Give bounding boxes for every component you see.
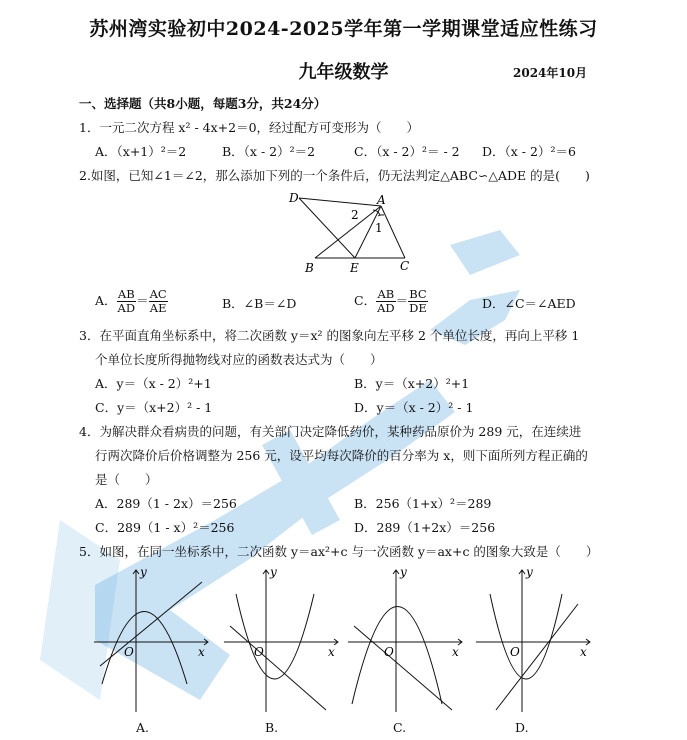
label-angle-2: 2	[351, 208, 359, 222]
label-c: C	[400, 259, 410, 273]
line-a	[100, 582, 202, 666]
q2-option-a	[95, 288, 168, 315]
q5-graph-d-label: D.	[515, 720, 529, 735]
label-angle-1: 1	[375, 221, 383, 235]
label-a: A	[377, 193, 386, 207]
q5-graph-a	[92, 564, 216, 714]
equals-sign-c: ＝	[395, 293, 409, 308]
q4-option-b: B．256（1+x）²＝289	[354, 496, 492, 511]
q3-option-a: A．y＝（x - 2）²+1	[95, 376, 212, 391]
q5-graph-b-label: B.	[265, 720, 279, 735]
q5-graph-c	[346, 564, 470, 714]
q3-option-b: B．y＝（x+2）²+1	[354, 376, 470, 391]
label-b: B	[305, 261, 314, 275]
line-c	[354, 626, 452, 710]
q4-line-1: 4．为解决群众看病贵的问题，有关部门决定降低药价，某种药品原价为 289 元，在连续进	[79, 424, 582, 439]
x-axis-label-b: x	[328, 645, 335, 659]
q5-graph-a-label: A.	[136, 720, 150, 735]
y-axis-label-c: y	[400, 565, 407, 579]
origin-label-a: O	[124, 645, 134, 659]
q4-option-a: A．289（1 - 2x）＝256	[95, 496, 237, 511]
q1-option-a: A．（x+1）²＝2	[95, 144, 187, 159]
q2-triangle-figure	[285, 188, 425, 276]
label-d: D	[289, 191, 299, 205]
page-title: 苏州湾实验初中2024-2025学年第一学期课堂适应性练习	[89, 18, 598, 40]
q3-option-c: C．y＝（x+2）² - 1	[95, 400, 213, 415]
label-e: E	[350, 261, 359, 275]
q2-option-c	[354, 288, 428, 315]
line-b	[230, 626, 326, 710]
q1-option-b: B．（x - 2）²＝2	[222, 144, 316, 159]
q2-stem: 2.如图，已知∠1＝∠2，那么添加下列的一个条件后，仍无法判定△ABC∽△ADE 的是( )	[79, 168, 590, 183]
origin-label-c: O	[384, 645, 394, 659]
y-axis-label-b: y	[270, 565, 277, 579]
q3-option-d: D．y＝（x - 2）² - 1	[354, 400, 474, 415]
q5-graph-b	[222, 564, 346, 714]
line-ac	[381, 206, 405, 258]
y-axis-label-d: y	[526, 565, 533, 579]
section-heading: 一、选择题（共8小题，每题3分，共24分）	[79, 96, 327, 111]
q5-stem: 5．如图，在同一坐标系中，二次函数 y＝ax²+c 与一次函数 y＝ax+c 的图象大致是（ ）	[79, 544, 599, 559]
q5-graph-d	[474, 564, 598, 714]
q3-line-2: 个单位长度所得抛物线对应的函数表达式为（ ）	[95, 352, 383, 367]
q2-option-b: B．∠B＝∠D	[222, 296, 297, 311]
q5-graph-c-label: C.	[393, 720, 407, 735]
fraction-ab-ad-c: $\frac{AB}{AD}$	[377, 287, 395, 315]
q2-option-d: D．∠C＝∠AED	[482, 296, 576, 311]
x-axis-label-c: x	[452, 645, 459, 659]
parabola-d	[490, 594, 562, 679]
q4-option-c: C．289（1 - x）²＝256	[95, 520, 235, 535]
q1-stem: 1．一元二次方程 x² - 4x+2＝0，经过配方可变形为（ ）	[79, 120, 420, 135]
y-axis-label-a: y	[140, 565, 147, 579]
q2-option-c-prefix: C．	[354, 293, 377, 308]
origin-label-d: O	[510, 645, 520, 659]
q4-line-2: 行两次降价后价格调整为 256 元，设平均每次降价的百分率为 x，则下面所列方程正确的	[95, 448, 588, 463]
fraction-ac-ae: $\frac{AC}{AE}$	[149, 287, 167, 315]
parabola-a	[102, 612, 187, 685]
exam-date: 2024年10月	[513, 66, 588, 80]
equals-sign: ＝	[136, 293, 149, 308]
parabola-b	[236, 594, 314, 679]
line-d	[496, 604, 578, 710]
q1-option-c: C．（x - 2）²＝ - 2	[354, 144, 460, 159]
line-da	[299, 198, 381, 206]
angle-1-arc	[378, 215, 384, 216]
q4-line-3: 是（ ）	[95, 472, 158, 487]
q2-option-a-prefix: A．	[95, 293, 117, 308]
q4-option-d: D．289（1+2x）＝256	[354, 520, 496, 535]
fraction-ab-ad: $\frac{AB}{AD}$	[117, 287, 136, 315]
q3-line-1: 3．在平面直角坐标系中，将二次函数 y＝x² 的图象向左平移 2 个单位长度，再向上平移 1	[79, 328, 580, 343]
x-axis-label-a: x	[198, 645, 205, 659]
origin-label-b: O	[254, 645, 264, 659]
page-subtitle: 九年级数学	[298, 62, 389, 83]
fraction-bc-de: $\frac{BC}{DE}$	[409, 287, 427, 315]
x-axis-label-d: x	[580, 645, 587, 659]
q1-option-d: D．（x - 2）²＝6	[482, 144, 576, 159]
